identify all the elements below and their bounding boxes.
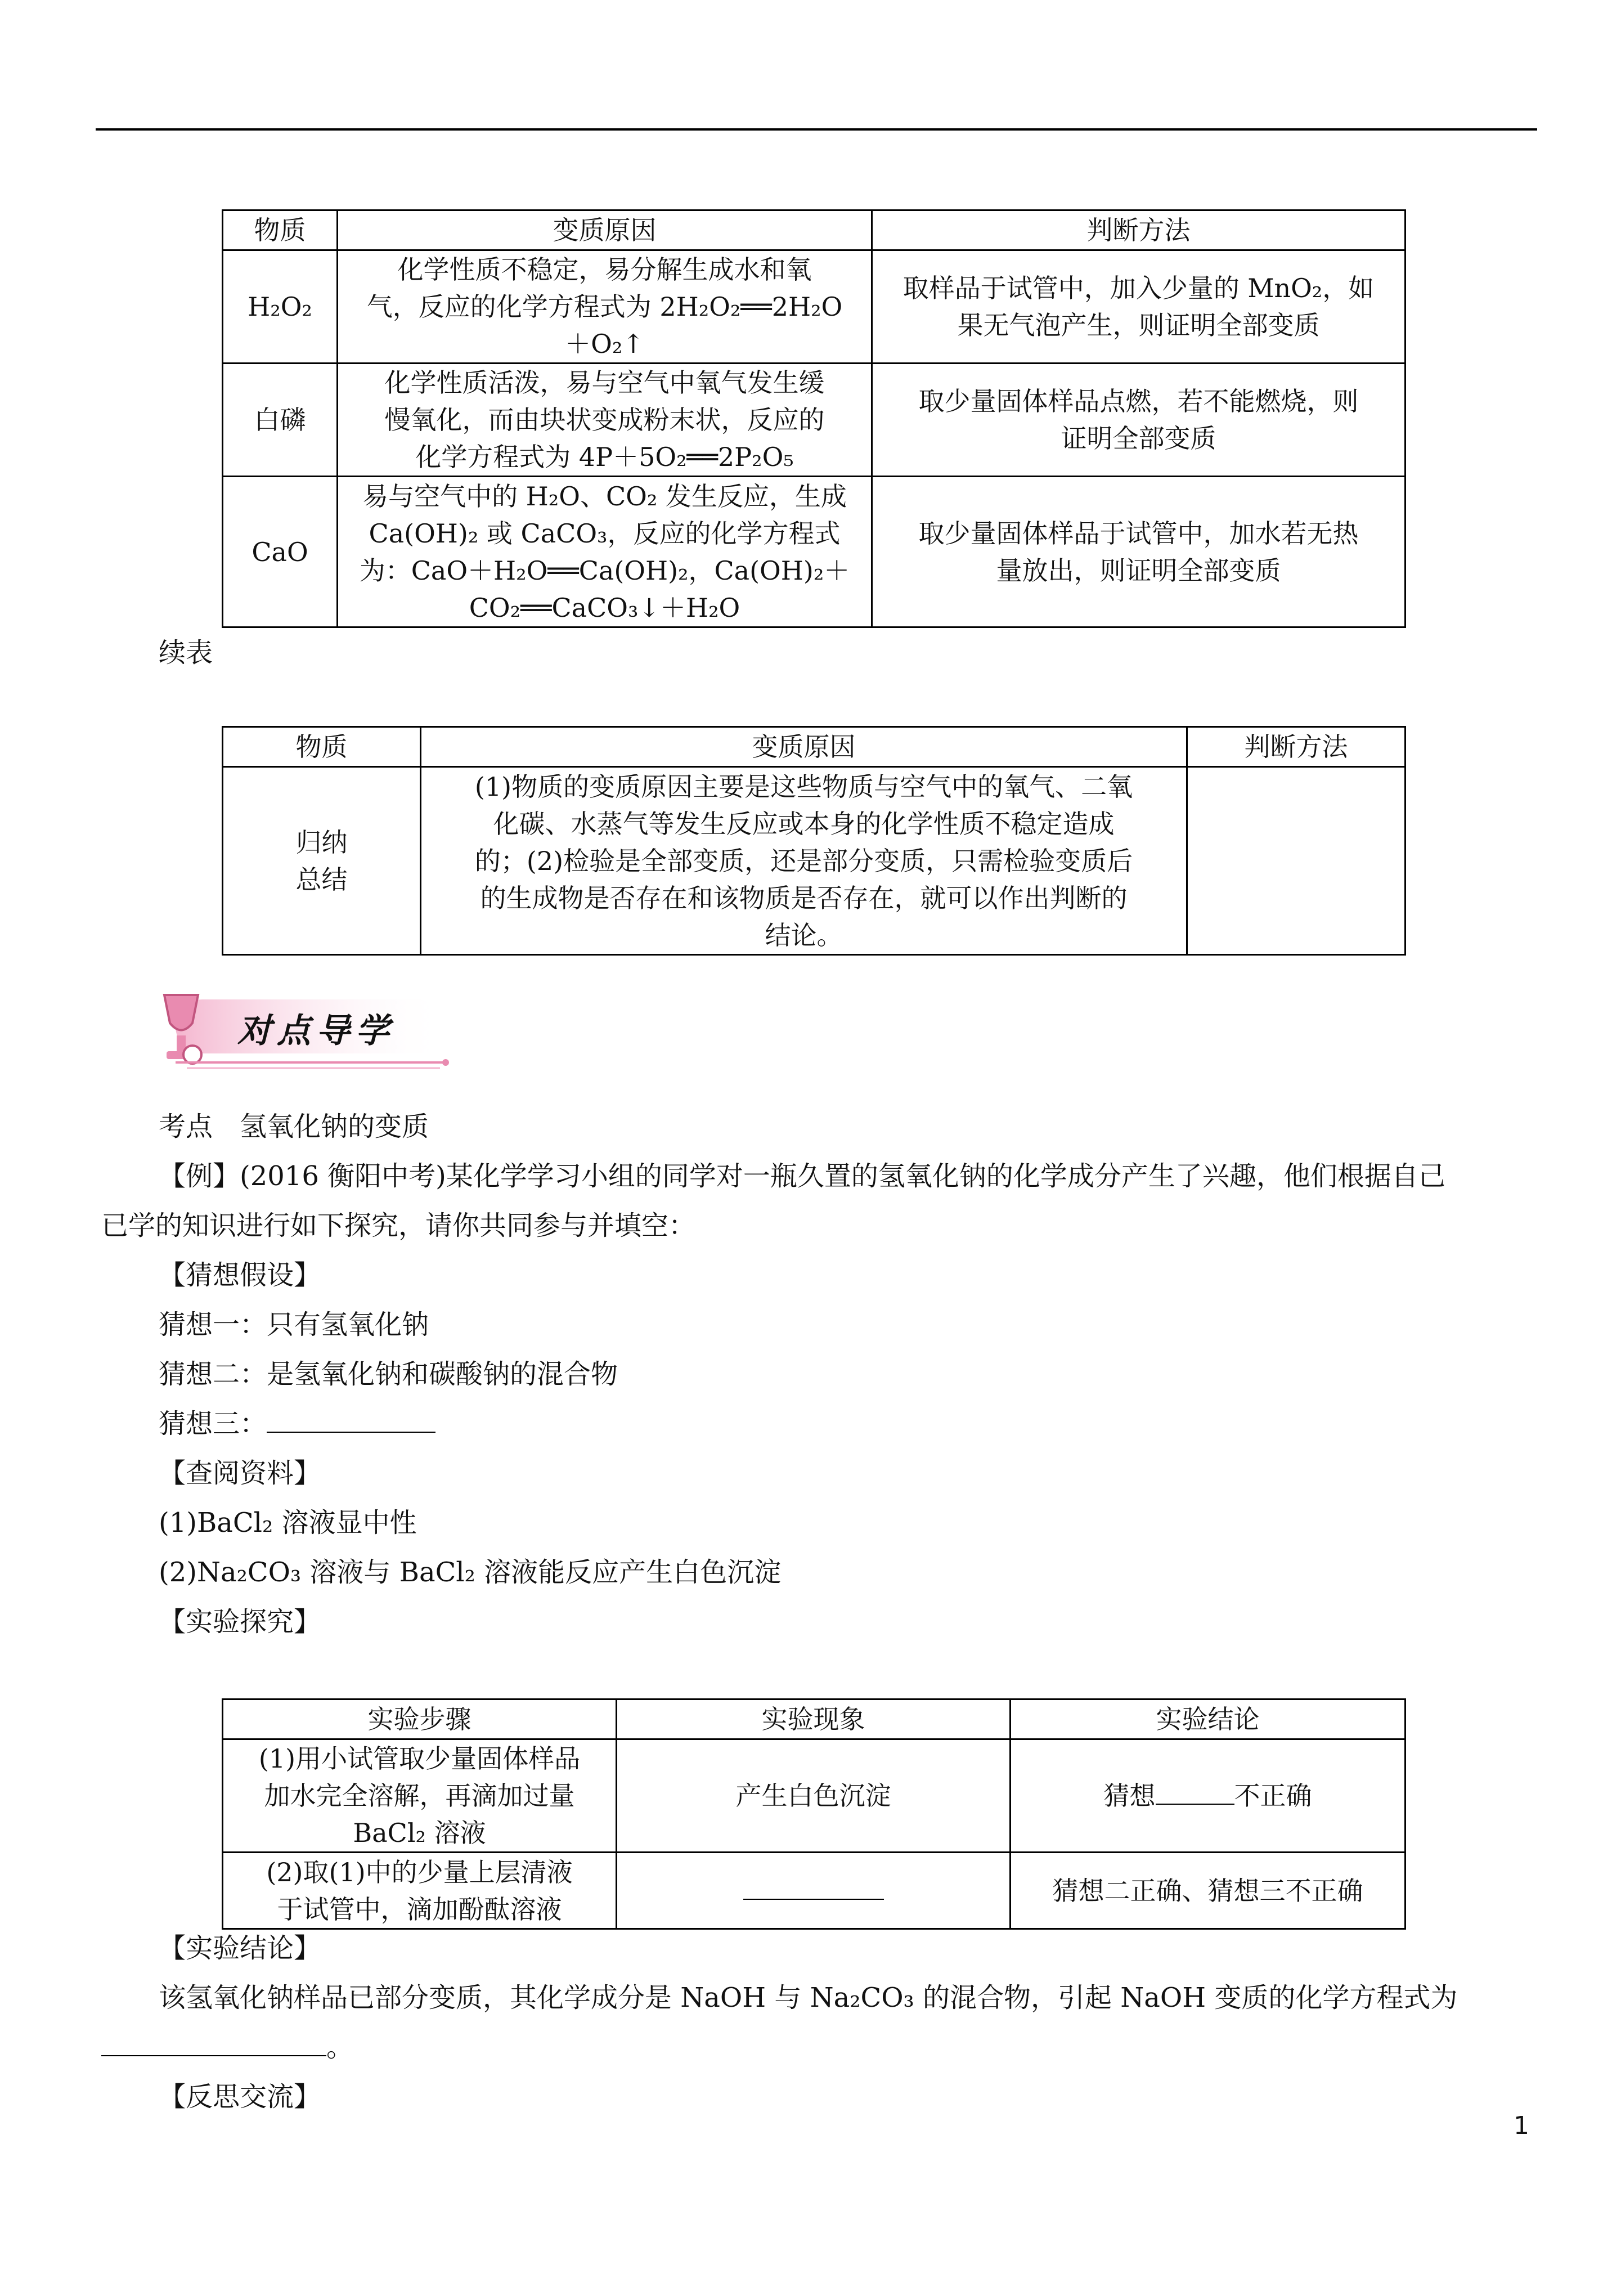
- step-line: 加水完全溶解，再滴加过量: [264, 1781, 575, 1811]
- conclusion-cell: [1011, 1739, 1406, 1853]
- deterioration-table: [222, 209, 1406, 628]
- method-line: 取样品于试管中，加入少量的 MnO₂，如: [902, 273, 1375, 303]
- reason-line: 易与空气中的 H₂O、CO₂ 发生反应，生成: [362, 481, 847, 512]
- reason-line: 结论。: [765, 920, 843, 950]
- reason-line: ＋O₂↑: [565, 329, 644, 359]
- conclusion-answer-line: [101, 2030, 353, 2064]
- table-row: [223, 1853, 1406, 1929]
- method-cell: [1187, 767, 1406, 955]
- header-substance: 物质: [223, 727, 421, 767]
- table-header-row: [223, 727, 1406, 767]
- reason-line: 化学性质不稳定，易分解生成水和氧: [397, 254, 812, 285]
- answer-blank[interactable]: [743, 1875, 884, 1900]
- step-line: BaCl₂ 溶液: [353, 1818, 486, 1848]
- experiment-table: [222, 1698, 1406, 1930]
- table-header-row: [223, 210, 1406, 250]
- substance-cell: CaO: [223, 477, 338, 627]
- summary-table: [222, 726, 1406, 956]
- hypothesis-label: 猜想三：: [159, 1408, 267, 1440]
- reference-heading: 【查阅资料】: [159, 1458, 321, 1489]
- method-cell: [872, 250, 1406, 364]
- reason-line: 的；(2)检验是全部变质，还是部分变质，只需检验变质后: [474, 845, 1133, 876]
- header-phenomenon: 实验现象: [617, 1699, 1011, 1739]
- hypothesis-heading: 【猜想假设】: [159, 1259, 321, 1291]
- substance-cell: [223, 767, 421, 955]
- reason-line: 慢氧化，而由块状变成粉末状，反应的: [384, 405, 825, 435]
- method-line: 证明全部变质: [1061, 423, 1216, 454]
- step-line: (2)取(1)中的少量上层清液: [266, 1856, 573, 1887]
- step-cell: [223, 1739, 617, 1853]
- conclusion-text: 该氢氧化钠样品已部分变质，其化学成分是 NaOH 与 Na₂CO₃ 的混合物，引起 NaOH 变质的化学方程式为: [159, 1982, 1458, 2014]
- reason-cell: [338, 250, 872, 364]
- reason-line: (1)物质的变质原因主要是这些物质与空气中的氧气、二氧: [474, 771, 1133, 802]
- continued-label: 续表: [159, 637, 213, 669]
- table-row: [223, 250, 1406, 364]
- reason-line: 的生成物是否存在和该物质是否存在，就可以作出判断的: [480, 882, 1128, 913]
- table-row: [223, 477, 1406, 627]
- header-substance: 物质: [223, 210, 338, 250]
- table-header-row: [223, 1699, 1406, 1739]
- reason-line: Ca(OH)₂ 或 CaCO₃，反应的化学方程式: [369, 518, 841, 549]
- step-line: (1)用小试管取少量固体样品: [258, 1743, 581, 1774]
- header-step: 实验步骤: [223, 1699, 617, 1739]
- conclusion-prefix: 猜想: [1103, 1781, 1156, 1811]
- phenomenon-cell: [617, 1853, 1011, 1929]
- example-line: 已学的知识进行如下探究，请你共同参与并填空：: [101, 1210, 696, 1241]
- example-line: 【例】(2016 衡阳中考)某化学学习小组的同学对一瓶久置的氢氧化钠的化学成分产生了兴趣，他们根据自己: [159, 1160, 1445, 1192]
- conclusion-heading: 【实验结论】: [159, 1932, 321, 1964]
- answer-blank[interactable]: [1156, 1780, 1234, 1805]
- table-row: [223, 767, 1406, 955]
- answer-blank[interactable]: [101, 2032, 326, 2056]
- table-row: [223, 364, 1406, 477]
- reason-cell: [338, 364, 872, 477]
- reference-line: (1)BaCl₂ 溶液显中性: [159, 1507, 417, 1539]
- reason-line: 气，反应的化学方程式为 2H₂O₂══2H₂O: [366, 292, 843, 322]
- method-line: 果无气泡产生，则证明全部变质: [957, 310, 1320, 340]
- phenomenon-cell: 产生白色沉淀: [617, 1739, 1011, 1853]
- reference-line: (2)Na₂CO₃ 溶液与 BaCl₂ 溶液能反应产生白色沉淀: [159, 1557, 782, 1588]
- header-method: 判断方法: [872, 210, 1406, 250]
- header-rule: [96, 128, 1537, 131]
- topic-heading: 考点 氢氧化钠的变质: [159, 1111, 429, 1142]
- substance-cell: H₂O₂: [223, 250, 338, 364]
- experiment-heading: 【实验探究】: [159, 1606, 321, 1638]
- header-reason: 变质原因: [338, 210, 872, 250]
- reason-cell: [338, 477, 872, 627]
- conclusion-end: 。: [326, 2032, 354, 2063]
- reason-cell: [421, 767, 1187, 955]
- page-number: 1: [1514, 2111, 1529, 2140]
- reason-line: CO₂══CaCO₃↓＋H₂O: [469, 592, 740, 623]
- section-logo: [153, 984, 468, 1074]
- substance-cell: 白磷: [223, 364, 338, 477]
- answer-blank[interactable]: [267, 1408, 435, 1433]
- substance-line: 总结: [295, 864, 348, 895]
- header-reason: 变质原因: [421, 727, 1187, 767]
- step-cell: [223, 1853, 617, 1929]
- hypothesis-line: [159, 1407, 435, 1441]
- step-line: 于试管中，滴加酚酞溶液: [277, 1894, 562, 1925]
- hypothesis-line: 猜想二：是氢氧化钠和碳酸钠的混合物: [159, 1358, 618, 1390]
- section-logo-text: 对点导学: [237, 1011, 395, 1051]
- method-cell: [872, 477, 1406, 627]
- method-line: 取少量固体样品点燃，若不能燃烧，则: [918, 386, 1359, 416]
- reason-line: 化学方程式为 4P＋5O₂══2P₂O₅: [415, 442, 794, 472]
- method-cell: [872, 364, 1406, 477]
- reflection-heading: 【反思交流】: [159, 2081, 321, 2113]
- conclusion-cell: 猜想二正确、猜想三不正确: [1011, 1853, 1406, 1929]
- reason-line: 为：CaO＋H₂O══Ca(OH)₂，Ca(OH)₂＋: [359, 555, 850, 586]
- method-line: 取少量固体样品于试管中，加水若无热: [918, 518, 1359, 549]
- reason-line: 化学性质活泼，易与空气中氧气发生缓: [384, 367, 825, 398]
- conclusion-suffix: 不正确: [1234, 1781, 1312, 1811]
- reason-line: 化碳、水蒸气等发生反应或本身的化学性质不稳定造成: [493, 808, 1115, 839]
- substance-line: 归纳: [295, 827, 348, 858]
- hypothesis-line: 猜想一：只有氢氧化钠: [159, 1309, 429, 1340]
- header-conclusion: 实验结论: [1011, 1699, 1406, 1739]
- header-method: 判断方法: [1187, 727, 1406, 767]
- method-line: 量放出，则证明全部变质: [996, 555, 1281, 586]
- table-row: [223, 1739, 1406, 1853]
